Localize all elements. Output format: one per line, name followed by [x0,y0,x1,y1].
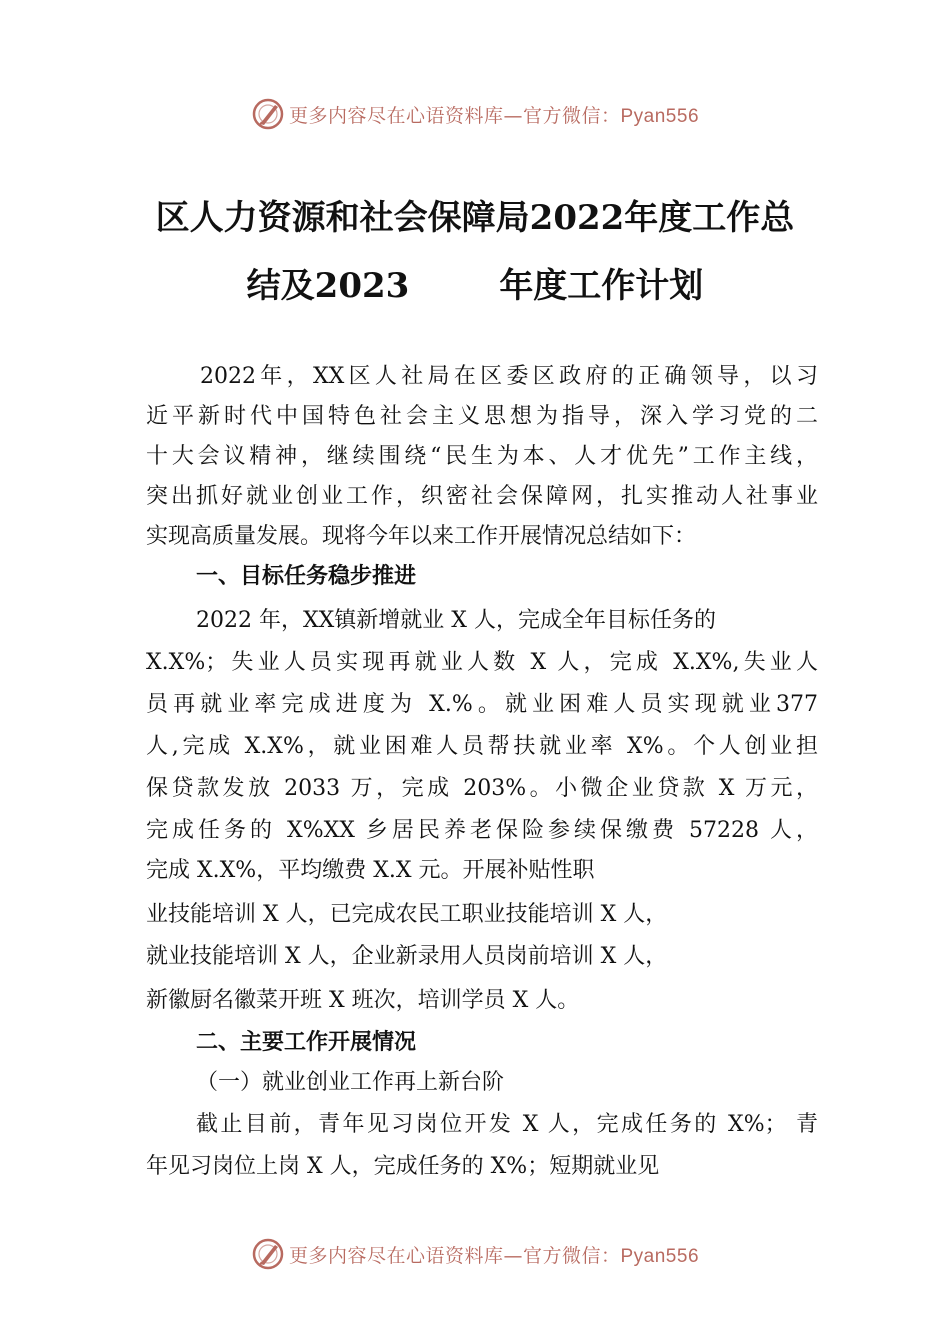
paragraph-line: 近平新时代中国特色社会主义思想为指导，深入学习党的二 [146,404,818,429]
watermark-text: 更多内容尽在心语资料库—官方微信：Pyan556 [288,1244,700,1267]
paragraph-line: 十大会议精神，继续围绕“民生为本、人才优先”工作主线， [146,444,818,469]
bottom-watermark-banner [0,1234,950,1274]
paragraph-line: 2022年，XX区人社局在区委区政府的正确领导，以习 [200,364,818,389]
quill-pen-logo-icon [251,1237,285,1271]
wechat-id: Pyan556 [620,1245,700,1267]
document-title-line-2 [0,258,950,307]
paragraph-line: 年见习岗位上岗 X 人，完成任务的 X%；短期就业见 [146,1154,660,1179]
section-heading-2: 二、主要工作开展情况 [196,1030,417,1055]
document-title-line-1: 区人力资源和社会保障局2022年度工作总 [155,198,795,238]
title-line-2-part-a: 结及2023 [246,266,410,306]
watermark-text: 更多内容尽在心语资料库—官方微信：Pyan556 [288,104,700,127]
paragraph-line: 截止目前，青年见习岗位开发 X 人，完成任务的 X%； 青 [196,1112,818,1137]
quill-pen-logo-icon [251,97,285,131]
paragraph-line: 2022 年，XX镇新增就业 X 人，完成全年目标任务的 [196,608,716,633]
paragraph-line: 实现高质量发展。现将今年以来工作开展情况总结如下： [146,524,697,549]
paragraph-line: 人,完成 X.X%，就业困难人员帮扶就业率 X%。个人创业担 [146,734,818,759]
wechat-id: Pyan556 [620,105,700,127]
subsection-heading-1: （一）就业创业工作再上新台阶 [196,1070,505,1095]
title-line-2-part-b: 年度工作计划 [499,266,704,306]
paragraph-line: 员再就业率完成进度为 X.%。就业困难人员实现就业377 [146,692,818,717]
paragraph-line: X.X%；失业人员实现再就业人数 X 人，完成 X.X%,失业人 [146,650,818,675]
paragraph-line: 完成 X.X%，平均缴费 X.X 元。开展补贴性职 [146,858,595,883]
paragraph-line: 新徽厨名徽菜开班 X 班次，培训学员 X 人。 [146,988,580,1013]
paragraph-line: 突出抓好就业创业工作，织密社会保障网，扎实推动人社事业 [146,484,818,509]
paragraph-line: 业技能培训 X 人，已完成农民工职业技能培训 X 人， [146,902,668,927]
top-watermark-banner [0,94,950,134]
paragraph-line: 保贷款发放 2033 万，完成 203%。小微企业贷款 X 万元， [146,776,818,801]
paragraph-line: 就业技能培训 X 人，企业新录用人员岗前培训 X 人， [146,944,668,969]
section-heading-1: 一、目标任务稳步推进 [196,564,417,589]
paragraph-line: 完成任务的 X%XX 乡居民养老保险参续保缴费 57228 人， [146,818,818,843]
